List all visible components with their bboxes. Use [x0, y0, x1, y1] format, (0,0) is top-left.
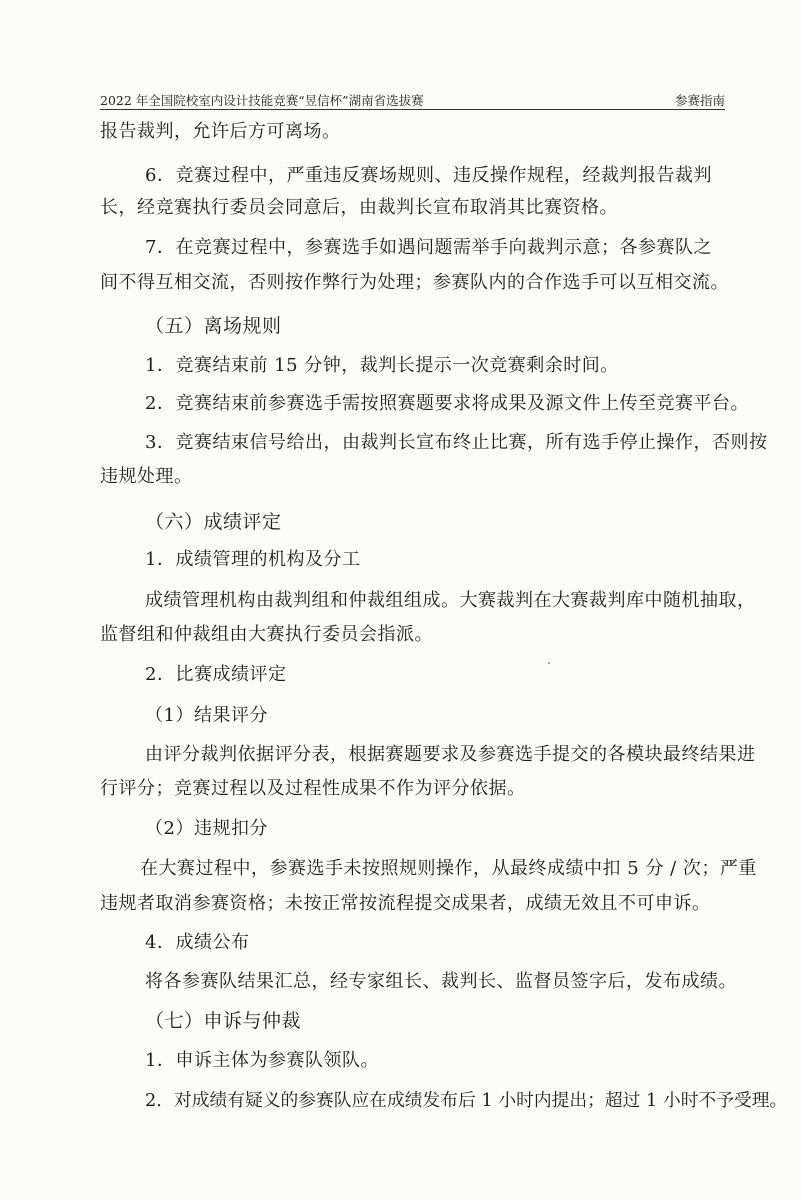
- subsection-heading: 1．成绩管理的机构及分工: [145, 549, 361, 570]
- body-line: 间不得互相交流，否则按作弊行为处理；参赛队内的合作选手可以互相交流。: [100, 272, 729, 293]
- body-line: 1．申诉主体为参赛队领队。: [145, 1050, 379, 1071]
- subsection-heading: （2）违规扣分: [145, 818, 268, 839]
- subsection-heading: 4．成绩公布: [145, 932, 250, 953]
- scan-speck: [548, 662, 550, 664]
- header-rule: [100, 109, 725, 110]
- subsection-heading: 2．比赛成绩评定: [145, 664, 287, 685]
- running-header: [100, 91, 725, 109]
- body-line: 行评分；竞赛过程以及过程性成果不作为评分依据。: [100, 778, 526, 799]
- subsection-heading: （1）结果评分: [145, 705, 268, 726]
- body-line: 在大赛过程中，参赛选手未按照规则操作，从最终成绩中扣 5 分 / 次；严重: [140, 858, 757, 879]
- body-line: 1．竞赛结束前 15 分钟，裁判长提示一次竞赛剩余时间。: [145, 355, 619, 376]
- body-line: 长，经竞赛执行委员会同意后，由裁判长宣布取消其比赛资格。: [100, 197, 618, 218]
- body-line: 报告裁判，允许后方可离场。: [100, 121, 341, 142]
- body-line: 监督组和仲裁组由大赛执行委员会指派。: [100, 624, 433, 645]
- body-line: 将各参赛队结果汇总，经专家组长、裁判长、监督员签字后，发布成绩。: [145, 971, 737, 992]
- section-heading: （七）申诉与仲裁: [145, 1010, 302, 1032]
- header-title: 2022 年全国院校室内设计技能竞赛“昱信杯”湖南省选拔赛: [100, 93, 424, 108]
- body-line: 2．对成绩有疑义的参赛队应在成绩发布后 1 小时内提出；超过 1 小时不予受理。: [145, 1091, 788, 1111]
- body-line: 成绩管理机构由裁判组和仲裁组组成。大赛裁判在大赛裁判库中随机抽取，: [145, 590, 756, 611]
- body-line: 违规者取消参赛资格；未按正常按流程提交成果者，成绩无效且不可申诉。: [100, 893, 711, 914]
- body-line: 由评分裁判依据评分表，根据赛题要求及参赛选手提交的各模块最终结果进: [145, 744, 756, 765]
- body-line: 7．在竞赛过程中，参赛选手如遇问题需举手向裁判示意；各参赛队之: [145, 237, 712, 258]
- body-line: 违规处理。: [100, 466, 193, 487]
- section-heading: （五）离场规则: [145, 315, 282, 337]
- header-section-label: 参赛指南: [674, 93, 725, 108]
- body-line: 2．竞赛结束前参赛选手需按照赛题要求将成果及源文件上传至竞赛平台。: [145, 393, 749, 414]
- body-line: 6．竞赛过程中，严重违反赛场规则、违反操作规程，经裁判报告裁判: [145, 165, 712, 186]
- section-heading: （六）成绩评定: [145, 511, 282, 533]
- body-line: 3．竞赛结束信号给出，由裁判长宣布终止比赛，所有选手停止操作，否则按: [145, 432, 768, 453]
